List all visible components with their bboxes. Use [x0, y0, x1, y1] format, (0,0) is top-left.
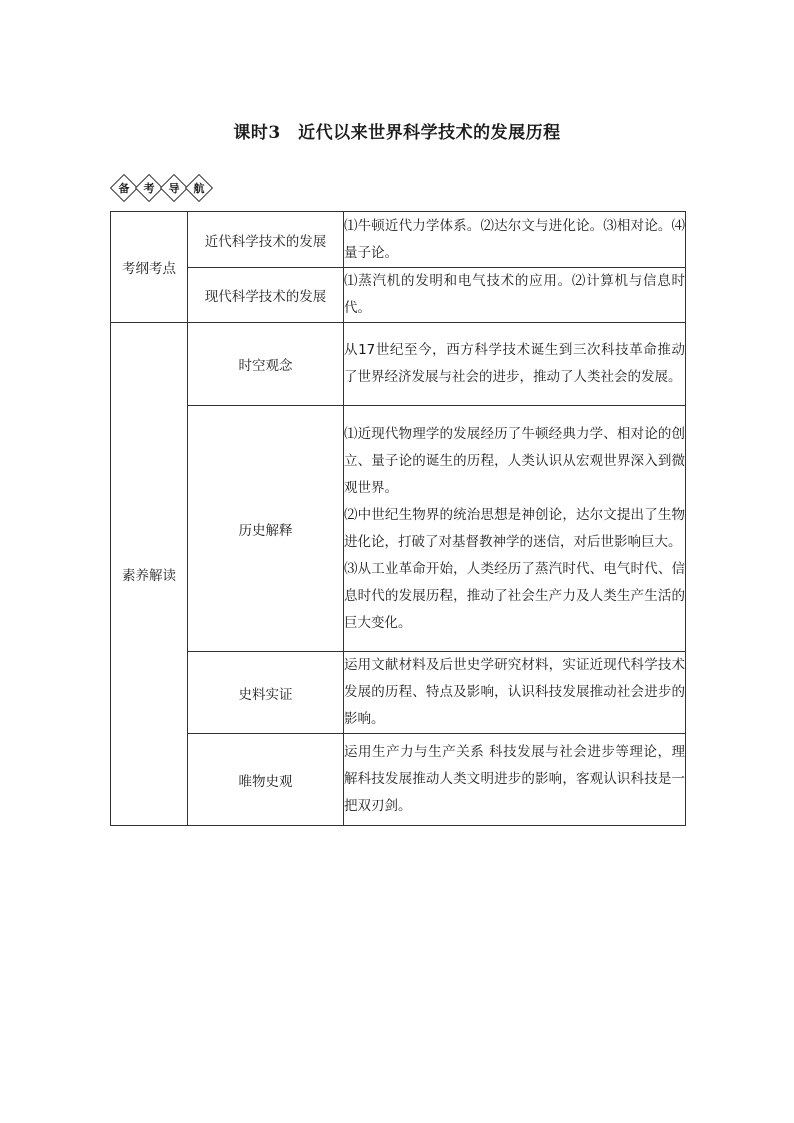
content-cell: ⑴蒸汽机的发明和电气技术的应用。⑵计算机与信息时代。: [344, 268, 686, 323]
page-title: 课时3 近代以来世界科学技术的发展历程: [233, 123, 561, 143]
topic-cell: 史料实证: [188, 652, 344, 734]
topic-cell: 历史解释: [188, 406, 344, 652]
content-cell: [344, 652, 686, 734]
content-paragraph: 运用文献材料及后世史学研究材料，实证近现代科学技术发展的历程、特点及影响，认识科技发展推动社会进步的影响。: [344, 657, 685, 727]
content-paragraph: 运用生产力与生产关系 科技发展与社会进步等理论，理解科技发展推动人类文明进步的影响，客观认识科技是一把双刃剑。: [344, 744, 685, 814]
category-cell: 素养解读: [111, 323, 188, 826]
content-cell: [344, 323, 686, 406]
table-row: [111, 212, 686, 268]
study-guide-table: [110, 211, 686, 826]
content-paragraph: ⑶从工业革命开始，人类经历了蒸汽时代、电气时代、信息时代的发展历程，推动了社会生产力及人类生产生活的巨大变化。: [344, 560, 685, 631]
topic-cell: 唯物史观: [188, 734, 344, 826]
content-cell: ⑴牛顿近代力学体系。⑵达尔文与进化论。⑶相对论。⑷量子论。: [344, 212, 686, 268]
badge-diamond: 考: [135, 174, 163, 202]
topic-cell: 近代科学技术的发展: [188, 212, 344, 268]
badge-diamond: 航: [185, 174, 213, 202]
category-cell: 考纲考点: [111, 212, 188, 323]
table-row: [111, 323, 686, 406]
table-row: [111, 406, 686, 652]
content-paragraph: ⑵中世纪生物界的统治思想是神创论，达尔文提出了生物进化论，打破了对基督教神学的迷信，对后世影响巨大。: [344, 506, 685, 550]
topic-cell: 现代科学技术的发展: [188, 268, 344, 323]
table-row: [111, 268, 686, 323]
table-row: [111, 652, 686, 734]
section-badge-beikao-daohang: [114, 178, 214, 198]
badge-diamond: 备: [110, 174, 138, 202]
table-row: [111, 734, 686, 826]
topic-cell: 时空观念: [188, 323, 344, 406]
content-paragraph: 从17世纪至今，西方科学技术诞生到三次科技革命推动了世界经济发展与社会的进步，推动了人类社会的发展。: [344, 342, 685, 385]
content-cell: [344, 734, 686, 826]
content-cell: [344, 406, 686, 652]
badge-diamond: 导: [160, 174, 188, 202]
content-paragraph: ⑴近现代物理学的发展经历了牛顿经典力学、相对论的创立、量子论的诞生的历程，人类认识从宏观世界深入到微观世界。: [344, 425, 685, 496]
